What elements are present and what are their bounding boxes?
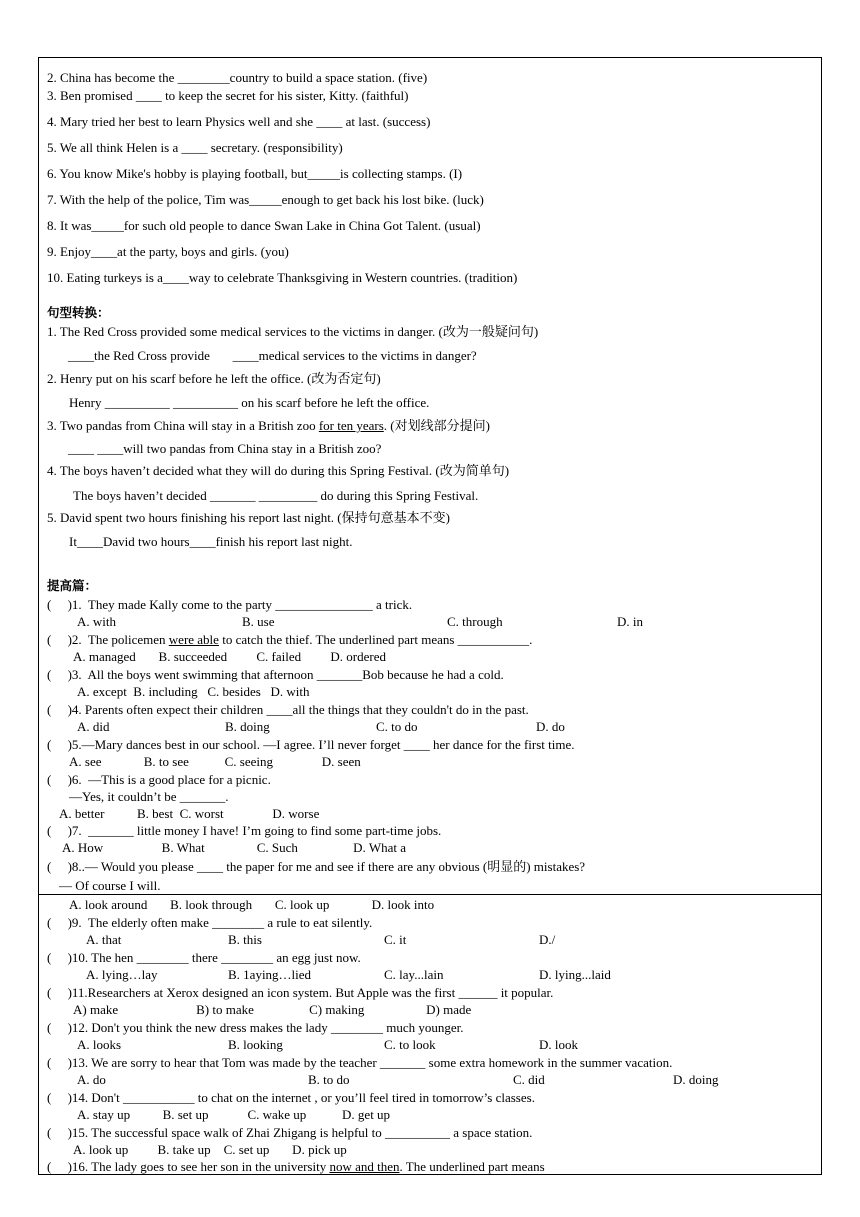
transform-question: 4. The boys haven’t decided what they will do during this Spring Festival. (改为简单句): [47, 463, 510, 478]
mcq-option: C. through: [447, 614, 503, 629]
mcq-option: D. lying...laid: [539, 967, 611, 982]
mcq-question: ( )1. They made Kally come to the party _______________ a trick.: [47, 597, 413, 612]
mcq-options: A. look up B. take up C. set up D. pick up: [73, 1142, 347, 1157]
page-divider: [39, 894, 821, 895]
fill-in-item: 10. Eating turkeys is a____way to celebrate Thanksgiving in Western countries. (tradition): [47, 270, 518, 285]
underlined-phrase: now and then: [329, 1159, 400, 1174]
fill-in-item: 4. Mary tried her best to learn Physics well and she ____ at last. (success): [47, 114, 431, 129]
mcq-question: ( )15. The successful space walk of Zhai Zhigang is helpful to __________ a space station.: [47, 1125, 533, 1140]
mcq-question: ( )13. We are sorry to hear that Tom was made by the teacher _______ some extra homework in the summer vacation.: [47, 1055, 673, 1070]
transform-question: 1. The Red Cross provided some medical services to the victims in danger. (改为一般疑问句): [47, 324, 539, 339]
mcq-options: A. stay up B. set up C. wake up D. get up: [77, 1107, 391, 1122]
transform-question: 3. Two pandas from China will stay in a British zoo for ten years. (对划线部分提问): [47, 418, 490, 433]
underlined-phrase: were able: [168, 632, 219, 647]
mcq-options: A. managed B. succeeded C. failed D. ordered: [73, 649, 386, 664]
mcq-option: A. that: [86, 932, 122, 947]
fill-in-item: 2. China has become the ________country to build a space station. (five): [47, 70, 428, 85]
fill-in-item: 7. With the help of the police, Tim was_____enough to get back his lost bike. (luck): [47, 192, 484, 207]
mcq-option: A. looks: [77, 1037, 122, 1052]
mcq-option: C. it: [384, 932, 407, 947]
mcq-question: ( )14. Don't ___________ to chat on the internet , or you’ll feel tired in tomorrow’s classes.: [47, 1090, 535, 1105]
section-heading-transform: 句型转换：: [47, 305, 110, 320]
mcq-option: D. do: [536, 719, 565, 734]
underlined-phrase: for ten years: [318, 418, 384, 433]
mcq-question: ( )9. The elderly often make ________ a rule to eat silently.: [47, 915, 373, 930]
mcq-option: B. 1aying…lied: [228, 967, 312, 982]
mcq-question: ( )5.—Mary dances best in our school. —I agree. I’ll never forget ____ her dance for the first time.: [47, 737, 575, 752]
mcq-option: C. to look: [384, 1037, 436, 1052]
mcq-options: A. see B. to see C. seeing D. seen: [69, 754, 361, 769]
mcq-option: B. use: [242, 614, 275, 629]
mcq-question: ( )4. Parents often expect their children ____all the things that they couldn't do in the past.: [47, 702, 529, 717]
mcq-options: A. How B. What C. Such D. What a: [62, 840, 406, 855]
mcq-options: A) make B) to make C) making D) made: [73, 1002, 472, 1017]
mcq-options: A. except B. including C. besides D. with: [77, 684, 310, 699]
transform-answer: The boys haven’t decided _______ _________ do during this Spring Festival.: [73, 488, 479, 503]
mcq-question-line: —Yes, it couldn’t be _______.: [69, 789, 229, 804]
mcq-option: B. this: [228, 932, 262, 947]
mcq-option: A. do: [77, 1072, 106, 1087]
mcq-option: A. with: [77, 614, 116, 629]
transform-answer: ____ ____will two pandas from China stay in a British zoo?: [68, 441, 382, 456]
transform-answer: Henry __________ __________ on his scarf before he left the office.: [69, 395, 430, 410]
transform-question: 2. Henry put on his scarf before he left the office. (改为否定句): [47, 371, 381, 386]
mcq-question: ( )10. The hen ________ there ________ an egg just now.: [47, 950, 361, 965]
mcq-option: D. look: [539, 1037, 578, 1052]
fill-in-item: 5. We all think Helen is a ____ secretary. (responsibility): [47, 140, 343, 155]
mcq-question: ( )6. —This is a good place for a picnic.: [47, 772, 271, 787]
mcq-question: ( )16. The lady goes to see her son in the university now and then. The underlined part means: [47, 1159, 545, 1174]
transform-question: 5. David spent two hours finishing his report last night. (保持句意基本不变): [47, 510, 450, 525]
mcq-option: A. did: [77, 719, 110, 734]
mcq-option: B. looking: [228, 1037, 283, 1052]
mcq-option: D. in: [617, 614, 643, 629]
worksheet-frame: [38, 57, 822, 1175]
mcq-question: ( )12. Don't you think the new dress makes the lady ________ much younger.: [47, 1020, 464, 1035]
mcq-option: C. to do: [376, 719, 418, 734]
mcq-option: D. doing: [673, 1072, 719, 1087]
mcq-option: C. did: [513, 1072, 545, 1087]
mcq-option: B. doing: [225, 719, 270, 734]
mcq-question: ( )7. _______ little money I have! I’m going to find some part-time jobs.: [47, 823, 442, 838]
mcq-options: A. better B. best C. worst D. worse: [59, 806, 320, 821]
fill-in-item: 9. Enjoy____at the party, boys and girls. (you): [47, 244, 289, 259]
mcq-question: ( )8..— Would you please ____ the paper for me and see if there are any obvious (明显的) mistakes?: [47, 859, 586, 874]
fill-in-item: 3. Ben promised ____ to keep the secret for his sister, Kitty. (faithful): [47, 88, 409, 103]
mcq-option: D./: [539, 932, 556, 947]
mcq-option: C. lay...lain: [384, 967, 444, 982]
mcq-question-line: — Of course I will.: [59, 878, 161, 893]
section-heading-advanced: 提高篇：: [47, 578, 98, 593]
mcq-option: B. to do: [308, 1072, 350, 1087]
fill-in-item: 6. You know Mike's hobby is playing football, but_____is collecting stamps. (I): [47, 166, 463, 181]
transform-answer: It____David two hours____finish his report last night.: [69, 534, 353, 549]
mcq-options: A. look around B. look through C. look up D. look into: [69, 897, 435, 912]
fill-in-item: 8. It was_____for such old people to dance Swan Lake in China Got Talent. (usual): [47, 218, 481, 233]
transform-answer: ____the Red Cross provide ____medical services to the victims in danger?: [68, 348, 477, 363]
mcq-question: ( )11.Researchers at Xerox designed an icon system. But Apple was the first ______ it popular.: [47, 985, 554, 1000]
mcq-question: ( )2. The policemen were able to catch the thief. The underlined part means ___________.: [47, 632, 533, 647]
mcq-question: ( )3. All the boys went swimming that afternoon _______Bob because he had a cold.: [47, 667, 504, 682]
mcq-option: A. lying…lay: [86, 967, 158, 982]
